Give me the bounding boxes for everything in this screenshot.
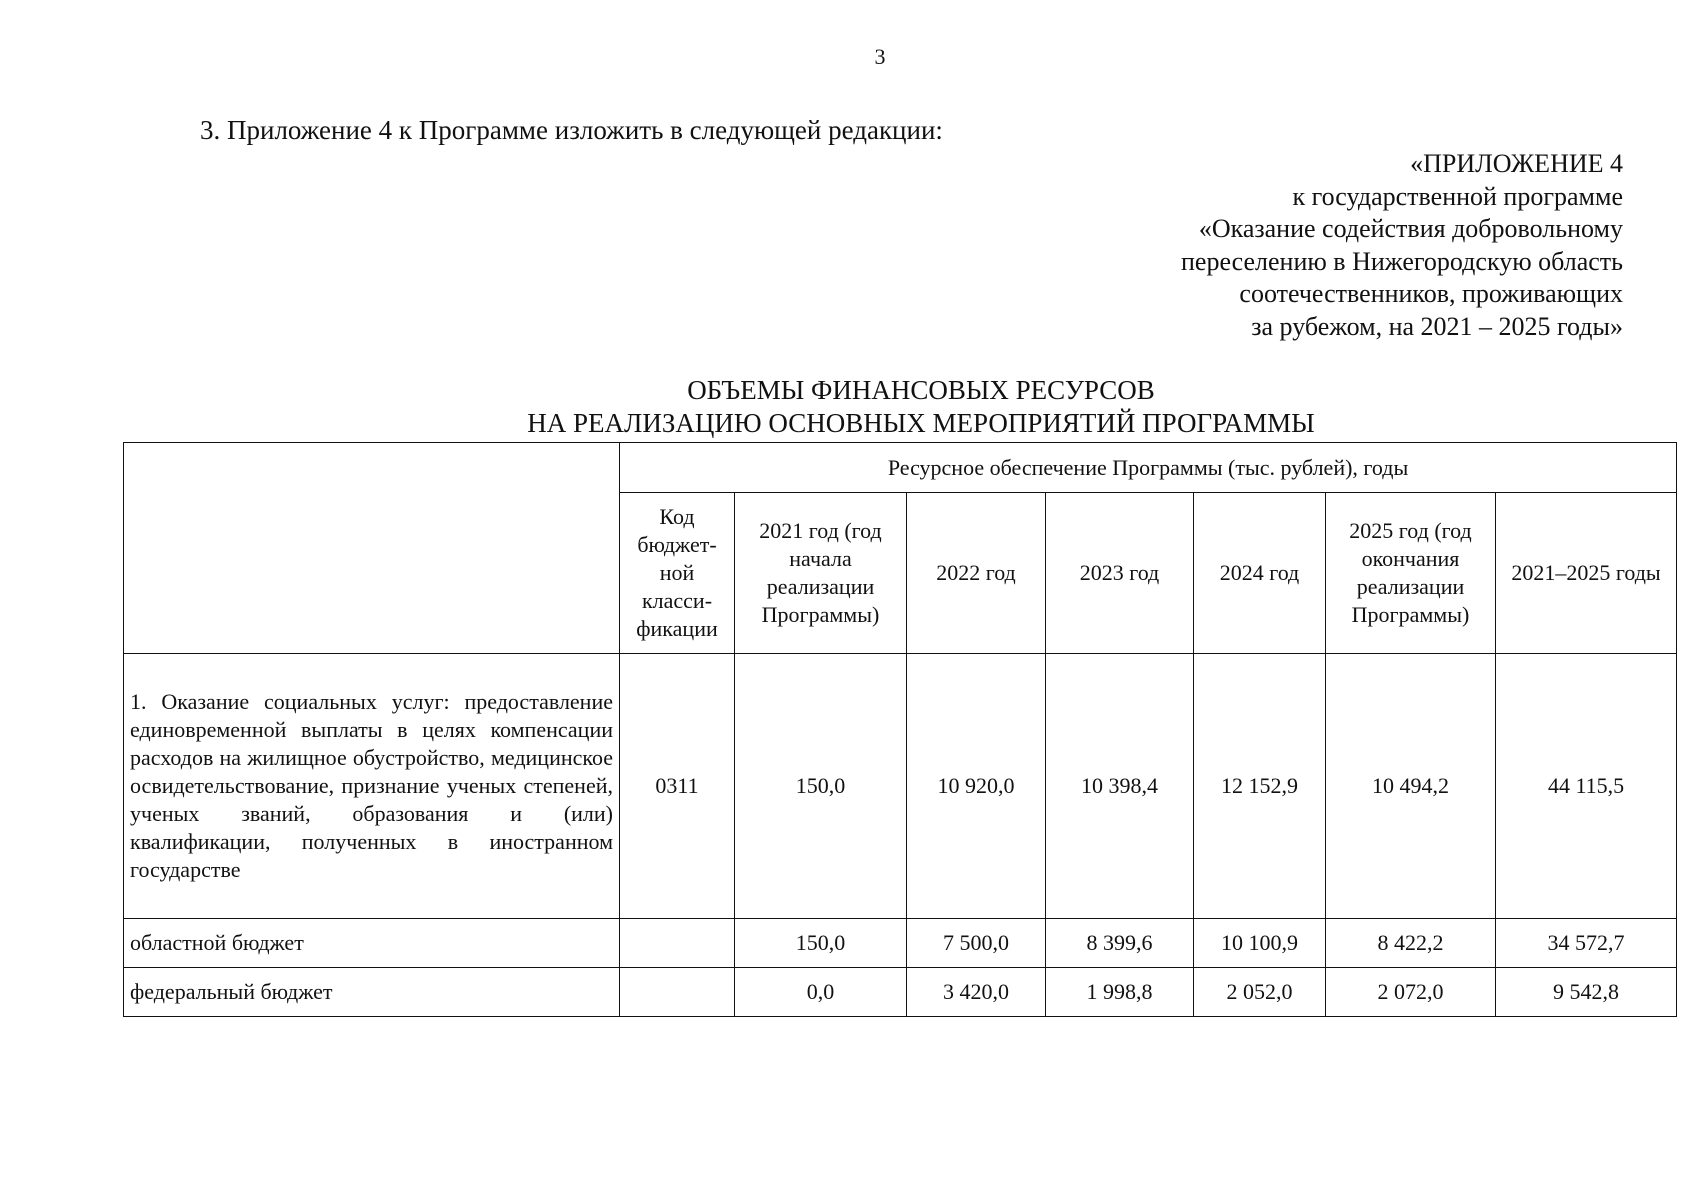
row-label: 1. Оказание социальных услуг: предоставление единовременной выплаты в целях компенсации расходов на жилищное обустройство, медицинское освидетельствование, признание ученых степеней, ученых званий, образования и (или) квалификации, полученных в иностранном государстве (124, 654, 620, 919)
appendix-line: «Оказание содействия добровольному (1198, 214, 1623, 243)
value-cell: 150,0 (735, 654, 907, 919)
group-header-cell: Ресурсное обеспечение Программы (тыс. рублей), годы (620, 443, 1677, 493)
budget-code-cell: 0311 (620, 654, 735, 919)
value-cell: 10 920,0 (907, 654, 1046, 919)
empty-header-cell (124, 443, 620, 654)
column-header: 2021 год (год начала реализации Программы) (735, 493, 907, 654)
value-cell: 9 542,8 (1496, 968, 1677, 1017)
value-cell: 10 398,4 (1046, 654, 1194, 919)
appendix-line: «ПРИЛОЖЕНИЕ 4 (1410, 149, 1623, 178)
column-header: 2023 год (1046, 493, 1194, 654)
column-header: 2025 год (год окончания реализации Программы) (1326, 493, 1496, 654)
column-header: 2021–2025 годы (1496, 493, 1677, 654)
intro-paragraph: 3. Приложение 4 к Программе изложить в следующей редакции: (200, 115, 943, 145)
row-label: федеральный бюджет (124, 968, 620, 1017)
value-cell: 150,0 (735, 919, 907, 968)
table-title-line: НА РЕАЛИЗАЦИЮ ОСНОВНЫХ МЕРОПРИЯТИЙ ПРОГРАММЫ (527, 408, 1315, 438)
value-cell: 0,0 (735, 968, 907, 1017)
value-cell: 34 572,7 (1496, 919, 1677, 968)
value-cell: 1 998,8 (1046, 968, 1194, 1017)
appendix-line: за рубежом, на 2021 – 2025 годы» (1251, 311, 1623, 341)
row-label: областной бюджет (124, 919, 620, 968)
column-header: Код бюджет-ной класси-фикации (620, 493, 735, 654)
table-header-row (124, 443, 1677, 493)
value-cell: 2 072,0 (1326, 968, 1496, 1017)
column-header: 2022 год (907, 493, 1046, 654)
column-header: 2024 год (1194, 493, 1326, 654)
budget-code-cell (620, 919, 735, 968)
value-cell: 10 494,2 (1326, 654, 1496, 919)
table-title-line: ОБЪЕМЫ ФИНАНСОВЫХ РЕСУРСОВ (687, 375, 1155, 405)
table-row (124, 919, 1677, 968)
table-title (0, 374, 1697, 440)
appendix-line: соотечественников, проживающих (1239, 279, 1623, 308)
value-cell: 10 100,9 (1194, 919, 1326, 968)
value-cell: 44 115,5 (1496, 654, 1677, 919)
page-number: 3 (874, 44, 886, 69)
table-row (124, 654, 1677, 919)
value-cell: 7 500,0 (907, 919, 1046, 968)
value-cell: 12 152,9 (1194, 654, 1326, 919)
appendix-header (1181, 148, 1623, 343)
value-cell: 8 422,2 (1326, 919, 1496, 968)
value-cell: 2 052,0 (1194, 968, 1326, 1017)
budget-code-cell (620, 968, 735, 1017)
budget-table (123, 442, 1677, 1017)
value-cell: 8 399,6 (1046, 919, 1194, 968)
value-cell: 3 420,0 (907, 968, 1046, 1017)
appendix-line: переселению в Нижегородскую область (1180, 246, 1623, 276)
appendix-line: к государственной программе (1292, 181, 1623, 211)
table-row (124, 968, 1677, 1017)
